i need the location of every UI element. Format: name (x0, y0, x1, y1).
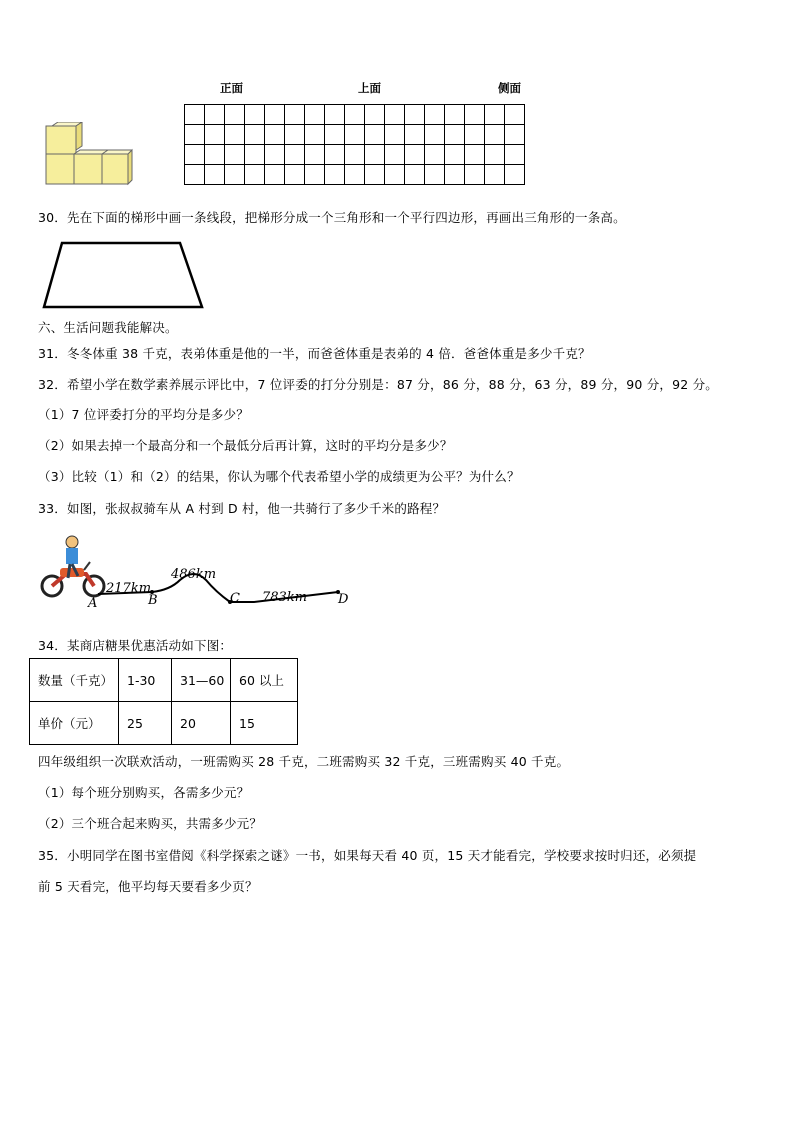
grid-cell (405, 125, 425, 145)
point-a-label: A (88, 596, 98, 611)
grid-cell (325, 145, 345, 165)
grid-cell (365, 145, 385, 165)
grid-cell (265, 105, 285, 125)
grid-cell (305, 105, 325, 125)
grid-cell (345, 145, 365, 165)
cubes-figure (42, 122, 134, 188)
motorcycle-rider-icon (42, 536, 104, 596)
grid-cell (245, 145, 265, 165)
table-cell: 数量（千克） (30, 659, 119, 702)
table-cell: 60 以上 (231, 659, 298, 702)
grid-cell (465, 145, 485, 165)
grid-cell (185, 105, 205, 125)
point-b-label: B (148, 593, 158, 608)
grid-cell (365, 125, 385, 145)
grid-cell (405, 145, 425, 165)
table-cell: 15 (231, 702, 298, 745)
question-34-text: 四年级组织一次联欢活动，一班需购买 28 千克，二班需购买 32 千克，三班需购买 40 千克。 (38, 754, 570, 769)
grid-cell (265, 165, 285, 185)
table-row (30, 659, 298, 702)
grid-cell (385, 125, 405, 145)
distance-cd-label: 783km (262, 590, 308, 605)
grid-cell (485, 165, 505, 185)
grid-cell (285, 165, 305, 185)
grid-cell (285, 105, 305, 125)
grid-cell (425, 125, 445, 145)
point-c-label: C (230, 591, 240, 606)
grid-cell (365, 165, 385, 185)
grid-row (185, 105, 525, 125)
side-view-label: 侧面 (498, 81, 521, 95)
grid-cell (245, 125, 265, 145)
question-35-line-2: 前 5 天看完，他平均每天要看多少页？ (38, 879, 258, 894)
grid-cell (185, 145, 205, 165)
grid-cell (345, 165, 365, 185)
table-cell: 1-30 (119, 659, 172, 702)
grid-cell (225, 145, 245, 165)
grid-cell (385, 165, 405, 185)
grid-cell (325, 105, 345, 125)
grid-row (185, 145, 525, 165)
grid-cell (265, 125, 285, 145)
table-row (30, 702, 298, 745)
grid-cell (325, 165, 345, 185)
question-33: 33．如图，张叔叔骑车从 A 村到 D 村，他一共骑行了多少千米的路程？ (38, 501, 446, 516)
grid-cell (385, 145, 405, 165)
grid-cell (485, 105, 505, 125)
grid-cell (345, 125, 365, 145)
grid-cell (265, 145, 285, 165)
grid-cell (205, 145, 225, 165)
grid-cell (465, 125, 485, 145)
grid-cell (285, 125, 305, 145)
grid-cell (485, 145, 505, 165)
question-32: 32．希望小学在数学素养展示评比中，7 位评委的打分分别是：87 分，86 分，88 分，63 分，89 分，90 分，92 分。 (38, 377, 718, 392)
question-32-part-3: （3）比较（1）和（2）的结果，你认为哪个代表希望小学的成绩更为公平？为什么？ (38, 469, 520, 484)
question-32-part-1: （1）7 位评委打分的平均分是多少？ (38, 407, 249, 422)
grid-cell (445, 145, 465, 165)
grid-cell (425, 105, 445, 125)
question-31: 31．冬冬体重 38 千克，表弟体重是他的一半，而爸爸体重是表弟的 4 倍．爸爸体重是多少千克？ (38, 346, 591, 361)
grid-cell (465, 105, 485, 125)
grid-cell (245, 105, 265, 125)
price-table (29, 658, 298, 745)
grid-cell (305, 125, 325, 145)
grid-cell (505, 105, 525, 125)
table-cell: 20 (172, 702, 231, 745)
grid-cell (205, 125, 225, 145)
table-cell: 单价（元） (30, 702, 119, 745)
table-cell: 31—60 (172, 659, 231, 702)
grid-cell (485, 125, 505, 145)
grid-cell (345, 105, 365, 125)
top-view-label: 上面 (358, 81, 381, 95)
grid-cell (505, 145, 525, 165)
grid-cell (285, 145, 305, 165)
grid-cell (465, 165, 485, 185)
point-d-label: D (338, 592, 349, 607)
question-34-part-2: （2）三个班合起来购买，共需多少元？ (38, 816, 263, 831)
grid-cell (445, 105, 465, 125)
grid-cell (425, 165, 445, 185)
question-35-line-1: 35．小明同学在图书室借阅《科学探索之谜》一书，如果每天看 40 页，15 天才能看完，学校要求按时归还，必须提 (38, 848, 697, 863)
grid-cell (305, 165, 325, 185)
grid-cell (185, 165, 205, 185)
grid-cell (205, 165, 225, 185)
grid-cell (445, 125, 465, 145)
grid-cell (205, 105, 225, 125)
front-view-label: 正面 (220, 81, 243, 95)
grid-cell (405, 105, 425, 125)
section-6-heading: 六、生活问题我能解决。 (38, 320, 178, 335)
grid-row (185, 125, 525, 145)
distance-ab-label: 217km (106, 581, 152, 596)
grid-cell (225, 105, 245, 125)
grid-cell (405, 165, 425, 185)
grid-row (185, 165, 525, 185)
grid-cell (245, 165, 265, 185)
grid-cell (325, 125, 345, 145)
table-cell: 25 (119, 702, 172, 745)
grid-cell (225, 165, 245, 185)
grid-cell (505, 165, 525, 185)
grid-cell (305, 145, 325, 165)
grid-cell (185, 125, 205, 145)
question-34-part-1: （1）每个班分别购买，各需多少元？ (38, 785, 250, 800)
grid-cell (445, 165, 465, 185)
grid-cell (385, 105, 405, 125)
question-30: 30．先在下面的梯形中画一条线段，把梯形分成一个三角形和一个平行四边形，再画出三角形的一条高。 (38, 210, 626, 225)
distance-bc-label: 486km (171, 567, 217, 582)
question-32-part-2: （2）如果去掉一个最高分和一个最低分后再计算，这时的平均分是多少？ (38, 438, 453, 453)
grid-cell (365, 105, 385, 125)
question-34: 34．某商店糖果优惠活动如下图： (38, 638, 233, 653)
trapezoid-figure (40, 240, 206, 310)
view-drawing-grid (184, 104, 525, 185)
grid-cell (225, 125, 245, 145)
grid-cell (505, 125, 525, 145)
grid-cell (425, 145, 445, 165)
